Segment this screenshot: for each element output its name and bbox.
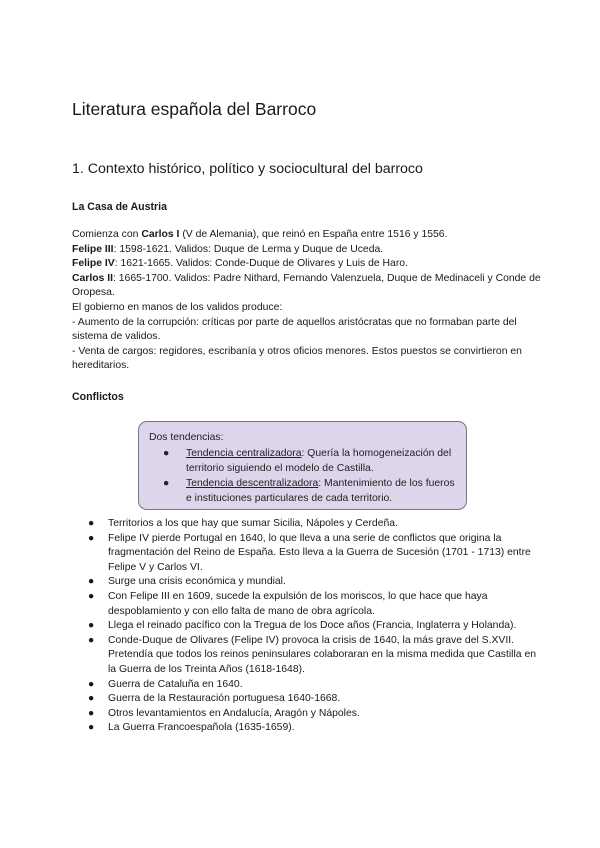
box-title: Dos tendencias: (149, 432, 224, 443)
list-item-text: La Guerra Francoespañola (1635-1659). (108, 722, 295, 734)
bullet-icon: ● (88, 576, 95, 588)
paragraph-gobierno: El gobierno en manos de los validos produce: (72, 301, 283, 313)
bullet-icon: ● (88, 590, 95, 602)
conflictos-list (72, 517, 542, 736)
bullet-icon: ● (163, 478, 170, 489)
bullet-icon: ● (88, 518, 95, 529)
page-title: Literatura española del Barroco (72, 99, 317, 119)
list-item (72, 634, 542, 678)
term-description: : Mantenimiento de los fueros e instituciones particulares de cada territorio. (186, 478, 455, 504)
list-item-text: Llega el reinado pacífico con la Tregua de los Doce años (Francia, Inglaterra y Holanda). (108, 620, 517, 632)
bold-text: Carlos II (72, 272, 113, 284)
list-item-text: Otros levantamientos en Andalucía, Aragón y Nápoles. (108, 707, 360, 719)
term-text: Tendencia centralizadora (186, 448, 302, 459)
bullet-icon: ● (88, 634, 95, 646)
paragraph-venta-cargos: - Venta de cargos: regidores, escribanía y otros oficios menores. Estos puestos se convirtieron en hereditarios. (72, 345, 522, 372)
bold-text: Carlos I (141, 229, 180, 240)
text-segment: : 1665-1700. Validos: Padre Nithard, Fernando Valenzuela, Duque de Medinaceli y Conde de Oropesa. (72, 272, 541, 299)
list-item (149, 476, 456, 506)
term-text: Tendencia descentralizadora (186, 478, 319, 489)
paragraph-felipe-iv (72, 257, 542, 272)
list-item (72, 590, 542, 619)
bold-text: Felipe IV (72, 258, 115, 270)
subheading-conflictos: Conflictos (72, 391, 124, 403)
casa-de-austria-text (72, 228, 542, 374)
subheading-casa-de-austria: La Casa de Austria (72, 201, 167, 213)
bullet-icon: ● (88, 620, 95, 632)
list-item-text: Guerra de la Restauración portuguesa 1640-1668. (108, 693, 341, 705)
list-item-text: Felipe IV pierde Portugal en 1640, lo que lleva a una serie de conflictos que origina la fragmentación del Reino de España. Esto lleva a la Guerra de Sucesión (1701 - 1713) entre Felipe V y Carlos VI. (108, 532, 531, 573)
bold-text: Felipe III (72, 243, 114, 255)
term-description: : Quería la homogeneización del territorio siguiendo el modelo de Castilla. (186, 448, 452, 474)
bullet-icon: ● (88, 678, 95, 690)
list-item-text: Guerra de Cataluña en 1640. (108, 678, 243, 690)
list-item-text: Territorios a los que hay que sumar Sicilia, Nápoles y Cerdeña. (108, 518, 398, 529)
bullet-icon: ● (88, 722, 95, 734)
list-item (149, 446, 456, 476)
list-item (72, 532, 542, 576)
paragraph-carlos-i (72, 228, 542, 243)
tendencias-list (149, 446, 456, 506)
list-item-text: Conde-Duque de Olivares (Felipe IV) provoca la crisis de 1640, la más grave del S.XVII. Pretendía que todos los reinos peninsulares colaboraran en la misma medida que Castilla en la Guerra de los Treinta Años (1618-1648). (108, 634, 536, 675)
list-item (72, 619, 542, 634)
text-segment: : 1598-1621. Validos: Duque de Lerma y Duque de Uceda. (113, 243, 384, 255)
bullet-icon: ● (88, 707, 95, 719)
list-item-text: Surge una crisis económica y mundial. (108, 576, 286, 588)
section-heading: 1. Contexto histórico, político y sociocultural del barroco (72, 161, 423, 177)
list-item (72, 575, 542, 590)
list-item (72, 721, 542, 736)
list-item (72, 707, 542, 722)
paragraph-corrupcion: - Aumento de la corrupción: críticas por parte de aquellos aristócratas que no formaban parte del sistema de validos. (72, 316, 517, 343)
list-item (72, 517, 542, 532)
text-segment: : 1621-1665. Validos: Conde-Duque de Olivares y Luis de Haro. (114, 258, 408, 270)
bullet-icon: ● (163, 448, 170, 459)
list-item (72, 692, 542, 707)
list-item-text: Con Felipe III en 1609, sucede la expulsión de los moriscos, lo que hace que haya despoblamiento y con ello falta de mano de obra agrícola. (108, 590, 488, 617)
paragraph-felipe-iii (72, 243, 542, 258)
text-segment: (V de Alemania), que reinó en España entre 1516 y 1556. (179, 229, 448, 240)
tendencias-box (138, 421, 467, 510)
bullet-icon: ● (88, 693, 95, 705)
text-segment: Comienza con (72, 229, 142, 240)
paragraph-carlos-ii (72, 272, 542, 301)
list-item (72, 678, 542, 693)
bullet-icon: ● (88, 532, 95, 544)
